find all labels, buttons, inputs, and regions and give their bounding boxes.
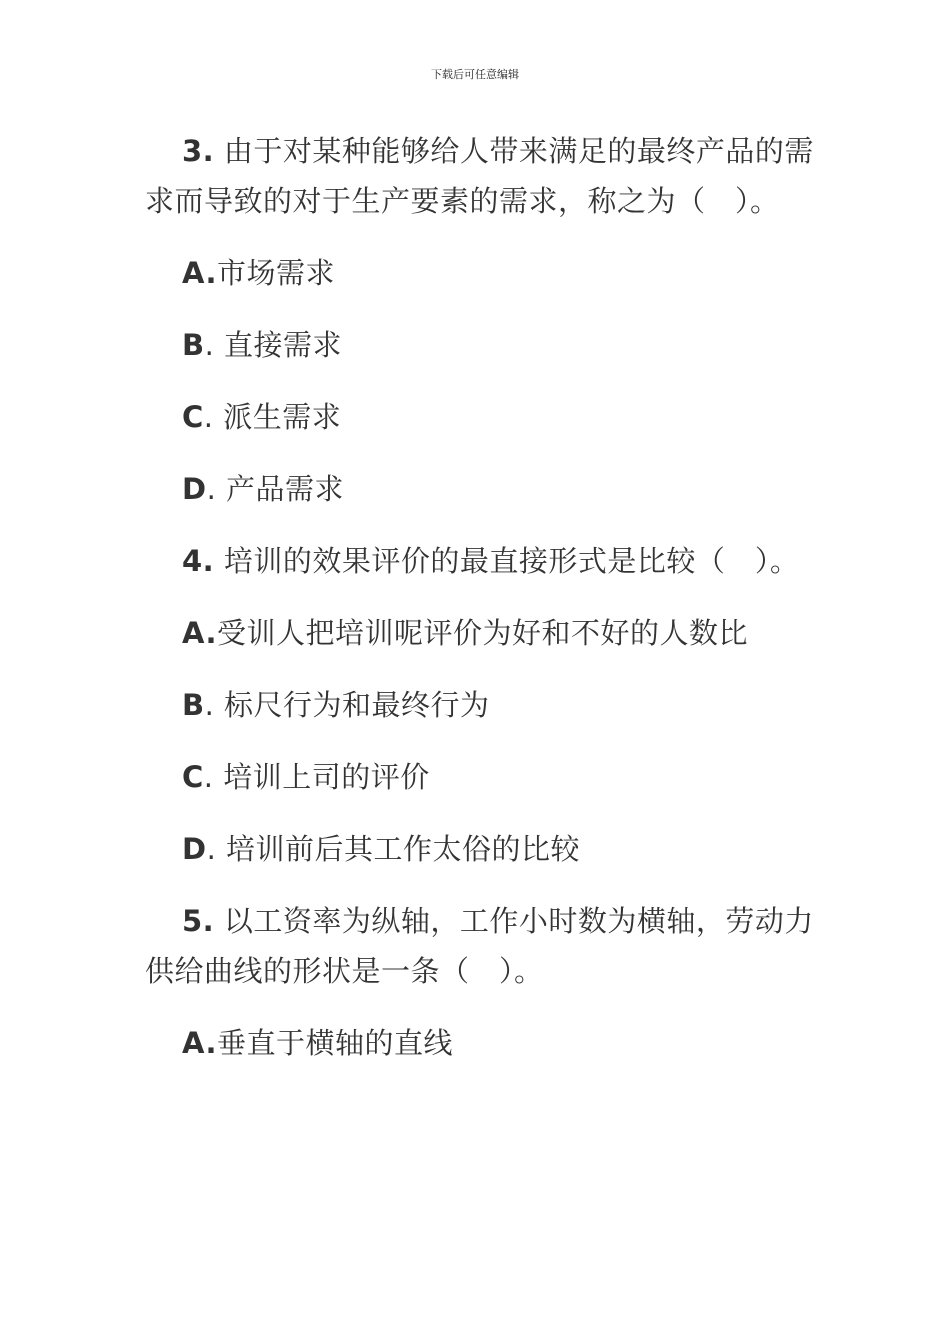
page-header: 下载后可任意编辑: [431, 68, 519, 81]
option-text: 市场需求: [217, 256, 336, 290]
option-text: . 培训前后其工作太俗的比较: [206, 832, 581, 866]
option-a: [145, 248, 815, 298]
option-letter: C: [182, 760, 204, 794]
option-letter: A.: [182, 256, 217, 290]
option-letter: A.: [182, 1026, 217, 1060]
option-letter: D: [182, 472, 207, 506]
option-b: [145, 320, 815, 370]
option-letter: A.: [182, 616, 217, 650]
document-body: [145, 126, 815, 1090]
question-text: 以工资率为纵轴，工作小时数为横轴，劳动力供给曲线的形状是一条（ ）。: [145, 904, 814, 988]
question-number: 4.: [182, 544, 215, 578]
option-d: [145, 824, 815, 874]
option-text: . 直接需求: [204, 328, 343, 362]
question-4: [145, 536, 815, 586]
question-3: [145, 126, 815, 226]
option-text: . 派生需求: [203, 400, 342, 434]
option-letter: B: [182, 328, 205, 362]
option-text: . 培训上司的评价: [203, 760, 430, 794]
option-text: . 标尺行为和最终行为: [204, 688, 490, 722]
question-number: 3.: [182, 134, 215, 168]
option-text: 垂直于横轴的直线: [217, 1026, 454, 1060]
question-text: 培训的效果评价的最直接形式是比较（ ）。: [223, 544, 800, 578]
option-c: [145, 752, 815, 802]
option-letter: C: [182, 400, 204, 434]
option-letter: B: [182, 688, 205, 722]
option-text: . 产品需求: [206, 472, 345, 506]
question-number: 5.: [182, 904, 215, 938]
option-a: [145, 1018, 815, 1068]
option-d: [145, 464, 815, 514]
option-b: [145, 680, 815, 730]
option-a: [145, 608, 815, 658]
option-c: [145, 392, 815, 442]
question-text: 由于对某种能够给人带来满足的最终产品的需求而导致的对于生产要素的需求，称之为（ ）。: [145, 134, 814, 218]
option-text: 受训人把培训呢评价为好和不好的人数比: [217, 616, 749, 650]
question-5: [145, 896, 815, 996]
option-letter: D: [182, 832, 207, 866]
